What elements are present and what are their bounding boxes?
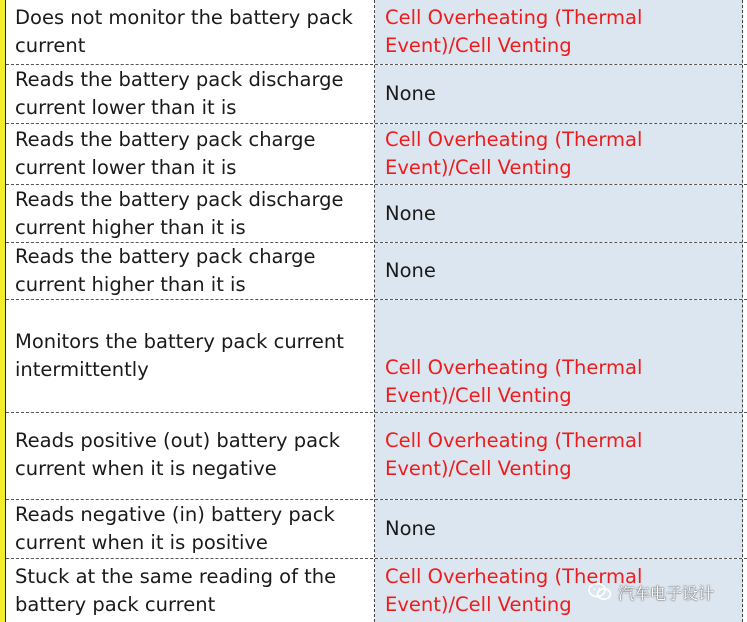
- table-row: [6, 0, 747, 64]
- table-row: [6, 500, 747, 558]
- hazard-text: None: [385, 517, 436, 540]
- hazard-cell: [375, 65, 743, 123]
- wechat-icon: [588, 582, 612, 602]
- hazard-cell: [375, 124, 743, 184]
- table-row: [6, 243, 747, 299]
- failure-cell: [6, 185, 374, 242]
- failure-cell: [6, 559, 374, 622]
- failure-text: Does not monitor the battery pack current: [15, 6, 353, 57]
- right-border: [742, 0, 743, 622]
- hazard-cell: [375, 500, 743, 558]
- failure-text: Monitors the battery pack current intermittently: [15, 330, 344, 381]
- table-row: [6, 413, 747, 499]
- column-divider: [374, 0, 375, 622]
- table-row: [6, 185, 747, 242]
- hazard-text: Cell Overheating (Thermal Event)/Cell Venting: [385, 429, 643, 480]
- hazard-text: Cell Overheating (Thermal Event)/Cell Venting: [385, 6, 643, 57]
- failure-cell: [6, 300, 374, 412]
- hazard-text: Cell Overheating (Thermal Event)/Cell Venting: [385, 356, 643, 407]
- failure-cell: [6, 0, 374, 64]
- table-row: [6, 124, 747, 184]
- watermark: [588, 578, 714, 606]
- table-row: [6, 65, 747, 123]
- failure-cell: [6, 124, 374, 184]
- failure-text: Reads positive (out) battery pack current when it is negative: [15, 429, 341, 480]
- hazard-cell: [375, 413, 743, 499]
- hazard-cell: [375, 300, 743, 412]
- hazard-text: None: [385, 201, 436, 225]
- hazard-cell: [375, 243, 743, 299]
- failure-text: Reads the battery pack discharge current lower than it is: [15, 68, 344, 119]
- hazard-text: None: [385, 82, 436, 105]
- hazard-cell: [375, 0, 743, 64]
- hazard-text: Cell Overheating (Thermal Event)/Cell Venting: [385, 564, 643, 616]
- failure-text: Reads the battery pack discharge current higher than it is: [15, 187, 344, 239]
- failure-text: Reads negative (in) battery pack current when it is positive: [15, 503, 335, 554]
- failure-text: Reads the battery pack charge current higher than it is: [15, 245, 316, 296]
- watermark-text: 汽车电子设计: [618, 583, 715, 603]
- failure-cell: [6, 65, 374, 123]
- failure-cell: [6, 413, 374, 499]
- failure-text: Stuck at the same reading of the battery pack current: [15, 564, 337, 616]
- hazard-cell: [375, 185, 743, 242]
- hazard-text: None: [385, 259, 436, 282]
- hazard-text: Cell Overheating (Thermal Event)/Cell Venting: [385, 128, 643, 179]
- failure-cell: [6, 500, 374, 558]
- failure-text: Reads the battery pack charge current lower than it is: [15, 128, 316, 179]
- failure-cell: [6, 243, 374, 299]
- table-row: [6, 300, 747, 412]
